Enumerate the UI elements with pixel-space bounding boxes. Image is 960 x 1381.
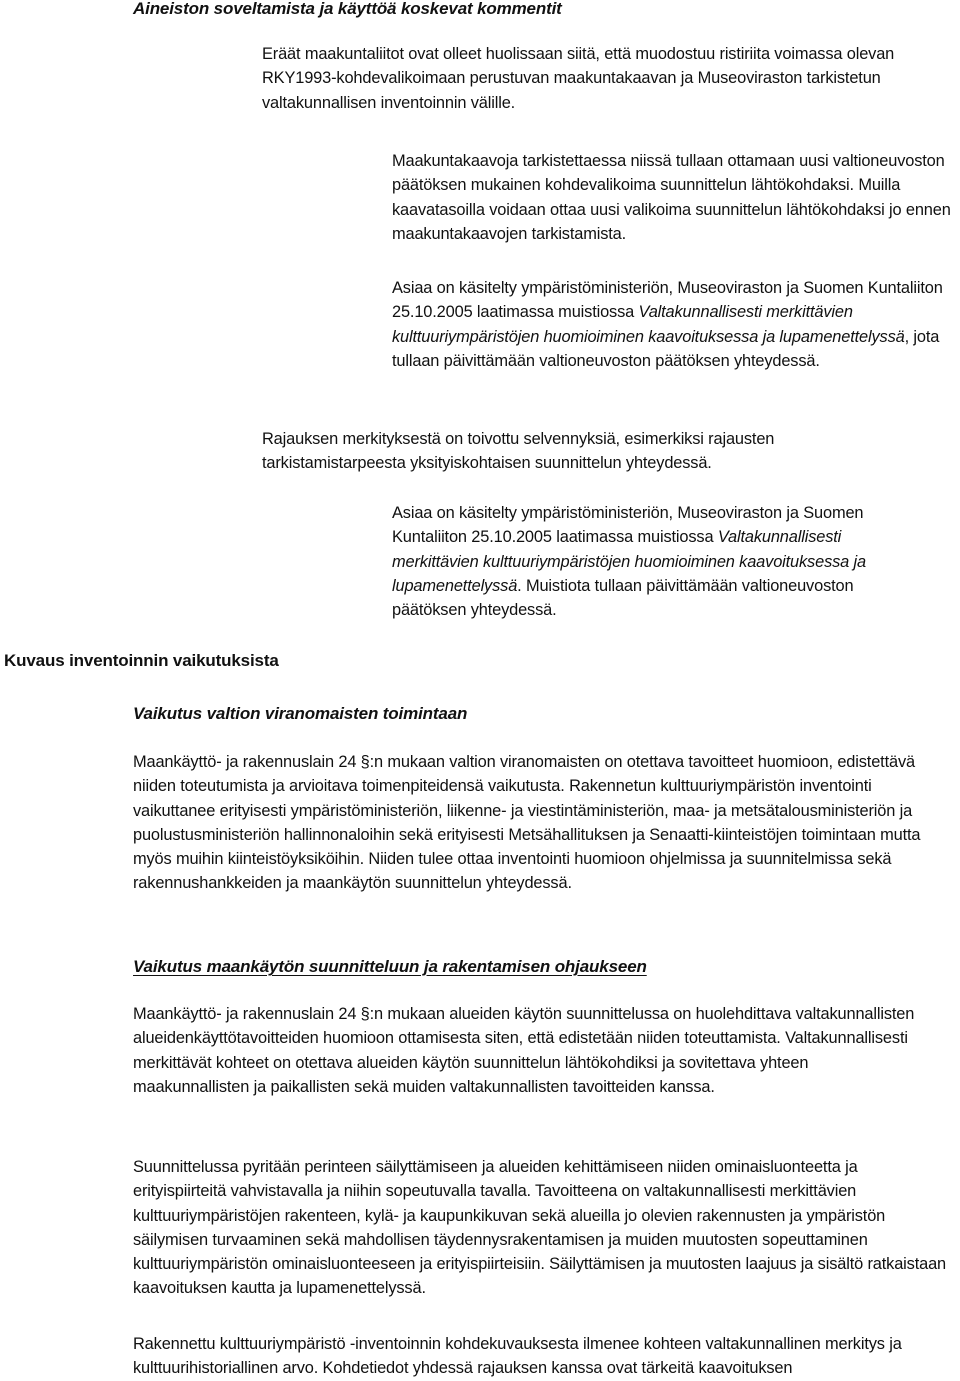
comment-1-response-2-start: Asiaa on käsitelty ympäristöministeriön, Museoviraston ja Suomen Kuntaliiton 25.10.2005 laatimassa muistiossa	[392, 279, 943, 322]
comment-1-response-1: Maakuntakaavoja tarkistettaessa niissä tullaan ottamaan uusi valtioneuvoston päätöksen mukainen kohdevalikoima suunnittelun lähtökohdaksi. Muilla kaavatasoilla voidaan ottaa uusi valikoima suunnittelun lähtökohdaksi jo ennen maakuntakaavojen tarkistamista.	[392, 152, 951, 243]
comment-2-response	[392, 501, 932, 622]
comment-2-text: Rajauksen merkityksestä on toivottu selvennyksiä, esimerkiksi rajausten tarkistamistarpeesta yksityiskohtaisen suunnittelun yhteydessä.	[262, 430, 775, 473]
section-2-paragraph-3: Rakennettu kulttuuriympäristö -inventoinnin kohdekuvauksesta ilmenee kohteen valtakunnallinen merkitys ja kulttuurihistoriallinen arvo. Kohdetiedot yhdessä rajauksen kanssa ovat tärkeitä kaavoituksen	[133, 1335, 902, 1378]
comment-1-text: Eräät maakuntaliitot ovat olleet huolissaan siitä, että muodostuu ristiriita voimassa olevan RKY1993-kohdevalikoimaan perustuvan maakuntakaavan ja Museoviraston tarkistetun valtakunnallisen inventoinnin välille.	[262, 45, 895, 112]
comments-heading: Aineiston soveltamista ja käyttöä koskevat kommentit	[133, 0, 562, 18]
memo-title: Valtakunnallisesti merkittävien kulttuuriympäristöjen huomioiminen kaavoituksessa ja lupamenettelyssä	[392, 528, 866, 595]
comment-2-response-start: Asiaa on käsitelty ympäristöministeriön, Museoviraston ja Suomen Kuntaliiton 25.10.2005 laatimassa muistiossa	[392, 504, 864, 547]
memo-title: Valtakunnallisesti merkittävien kulttuuriympäristöjen huomioiminen kaavoituksessa ja lupamenettelyssä	[392, 303, 905, 346]
section-1-text: Maankäyttö- ja rakennuslain 24 §:n mukaan valtion viranomaisten on otettava tavoitteet huomioon, edistettävä niiden toteutumista ja arvioitava toimenpiteidensä vaikutusta. Rakennetun kulttuuriympäristön inventointi vaikuttanee erityisesti ympäristöministeriön, liikenne- ja viestintäministeriön, maa- ja metsätalousministeriön ja puolustusministeriön hallinnonaloihin sekä erityisesti Metsähallituksen ja Senaatti-kiinteistöjen toimintaan mutta myös muihin kiinteistöyksiköihin. Niiden tulee ottaa inventointi huomioon ohjelmissa ja suunnitelmissa sekä rakennushankkeiden ja maankäytön suunnittelun yhteydessä.	[133, 753, 921, 893]
section-2-paragraph-2: Suunnittelussa pyritään perinteen säilyttämiseen ja alueiden kehittämiseen niiden ominaisluonteetta ja erityispiirteitä vahvistavalla ja niihin sopeutuvalla tavalla. Tavoitteena on valtakunnallisesti merkittävien kulttuuriympäristöjen rakenteen, kylä- ja kaupunkikuvan sekä alueilla jo olevien rakennusten ja ympäristön säilymisen turvaaminen sekä mahdollisen täydennysrakentamisen ja muiden muutosten sopeuttaminen kulttuuriympäristön ominaisluonteeseen ja erityispiirteisiin. Säilyttämisen ja muutosten laajuus ja sisältö ratkaistaan kaavoituksen kautta ja lupamenettelyssä.	[133, 1158, 947, 1298]
section-2-paragraph-1: Maankäyttö- ja rakennuslain 24 §:n mukaan alueiden käytön suunnittelussa on huolehdittava valtakunnallisten alueidenkäyttötavoitteiden huomioon ottamisesta siten, että edistetään niiden toteuttamista. Valtakunnallisesti merkittävät kohteet on otettava alueiden käytön suunnittelun lähtökohdiksi ja sovitettava yhteen maakunnallisten ja paikallisten sekä muiden valtakunnallisten tavoitteiden kanssa.	[133, 1005, 915, 1096]
comment-1-response-2-end: , jota tullaan päivittämään valtioneuvoston päätöksen yhteydessä.	[392, 327, 940, 370]
comment-2-response-end: . Muistiota tullaan päivittämään valtioneuvoston päätöksen yhteydessä.	[392, 576, 854, 620]
section-1-heading: Vaikutus valtion viranomaisten toimintaan	[133, 704, 468, 723]
impacts-heading: Kuvaus inventoinnin vaikutuksista	[4, 651, 279, 670]
comment-1-response-2	[392, 276, 958, 373]
section-2-heading: Vaikutus maankäytön suunnitteluun ja rakentamisen ohjaukseen	[133, 957, 647, 976]
